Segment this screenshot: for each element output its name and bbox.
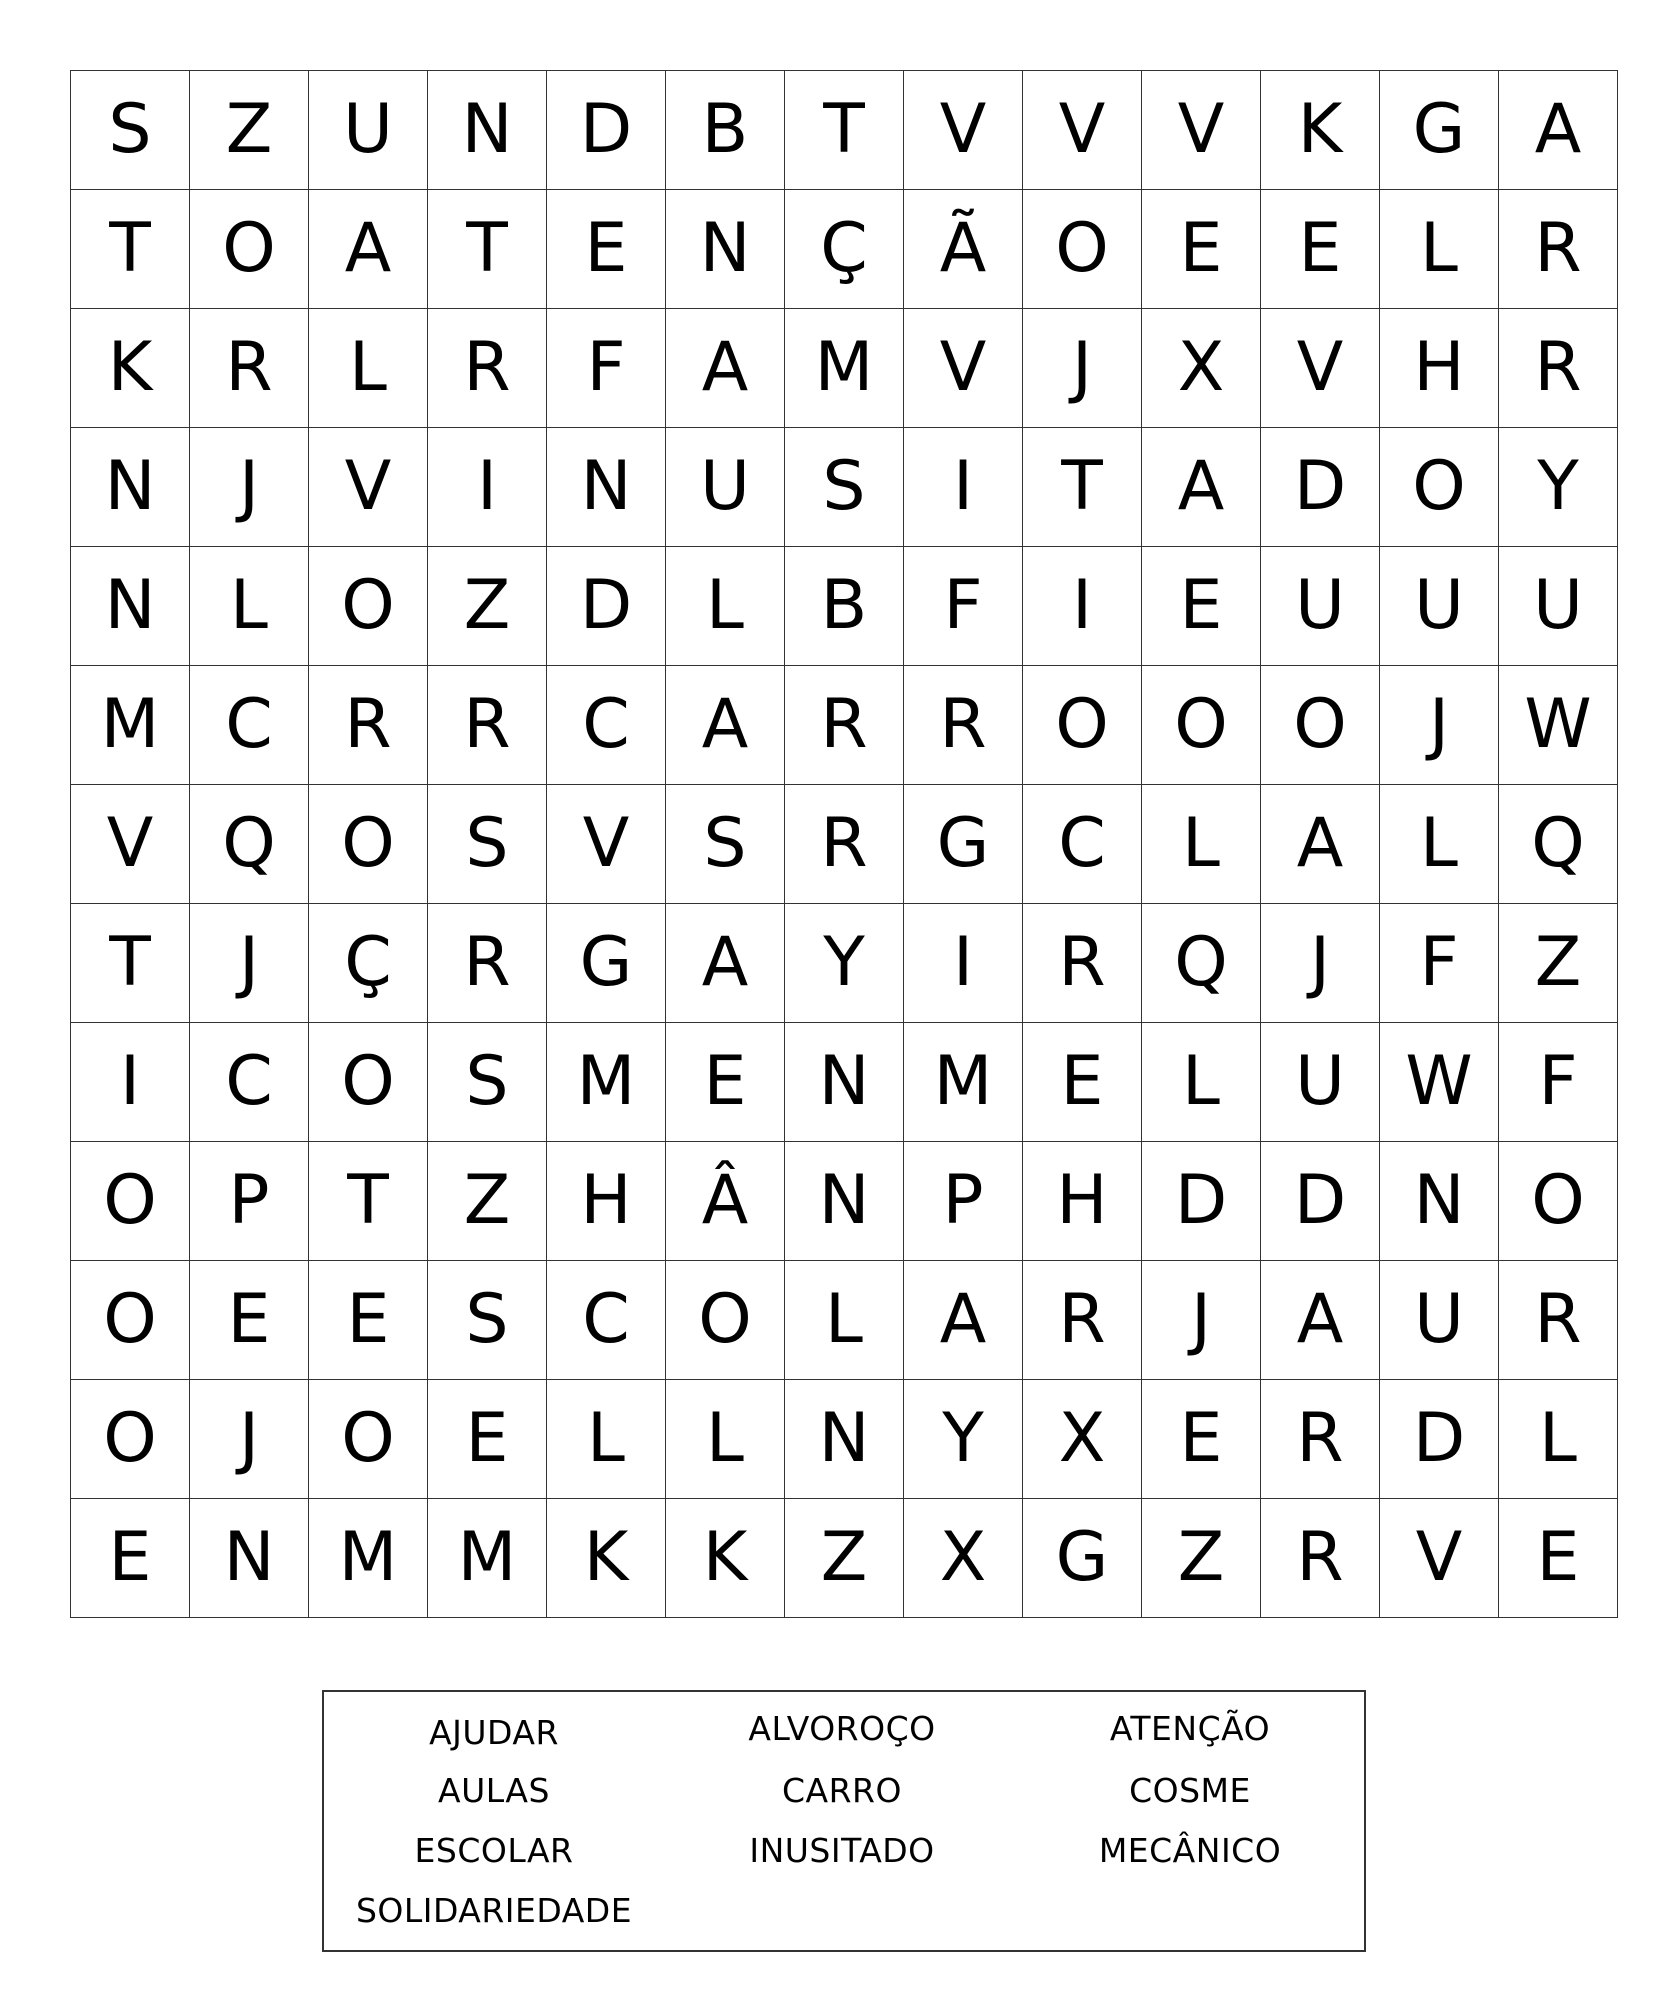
- grid-cell[interactable]: O: [1261, 666, 1380, 785]
- grid-cell[interactable]: U: [666, 428, 785, 547]
- grid-cell[interactable]: L: [785, 1261, 904, 1380]
- grid-cell[interactable]: J: [1142, 1261, 1261, 1380]
- grid-cell[interactable]: R: [428, 666, 547, 785]
- grid-cell[interactable]: F: [904, 547, 1023, 666]
- grid-cell[interactable]: L: [666, 1380, 785, 1499]
- grid-cell[interactable]: W: [1499, 666, 1618, 785]
- grid-cell[interactable]: V: [904, 309, 1023, 428]
- grid-cell[interactable]: C: [547, 666, 666, 785]
- grid-cell[interactable]: E: [428, 1380, 547, 1499]
- grid-cell[interactable]: R: [1499, 190, 1618, 309]
- grid-cell[interactable]: U: [1380, 547, 1499, 666]
- grid-cell[interactable]: J: [1023, 309, 1142, 428]
- grid-cell[interactable]: R: [1261, 1380, 1380, 1499]
- grid-cell[interactable]: G: [547, 904, 666, 1023]
- grid-cell[interactable]: W: [1380, 1023, 1499, 1142]
- grid-cell[interactable]: T: [428, 190, 547, 309]
- grid-cell[interactable]: T: [71, 190, 190, 309]
- grid-cell[interactable]: L: [666, 547, 785, 666]
- grid-cell[interactable]: A: [1499, 71, 1618, 190]
- grid-cell[interactable]: S: [428, 785, 547, 904]
- grid-cell[interactable]: O: [71, 1261, 190, 1380]
- grid-cell[interactable]: E: [71, 1499, 190, 1618]
- word-list-box: [322, 1690, 1366, 1952]
- grid-cell[interactable]: L: [547, 1380, 666, 1499]
- grid-cell[interactable]: V: [1380, 1499, 1499, 1618]
- word-list-item: ESCOLAR: [414, 1831, 574, 1870]
- grid-cell[interactable]: M: [71, 666, 190, 785]
- grid-cell[interactable]: C: [190, 1023, 309, 1142]
- grid-cell[interactable]: D: [547, 547, 666, 666]
- grid-cell[interactable]: N: [785, 1023, 904, 1142]
- grid-cell[interactable]: E: [1499, 1499, 1618, 1618]
- grid-cell[interactable]: Z: [190, 71, 309, 190]
- grid-cell[interactable]: T: [309, 1142, 428, 1261]
- grid-cell[interactable]: K: [71, 309, 190, 428]
- word-list-item: AJUDAR: [429, 1713, 559, 1752]
- grid-cell[interactable]: R: [428, 904, 547, 1023]
- grid-cell[interactable]: L: [1380, 785, 1499, 904]
- word-list-item: SOLIDARIEDADE: [355, 1891, 633, 1930]
- grid-cell[interactable]: M: [428, 1499, 547, 1618]
- grid-cell[interactable]: P: [190, 1142, 309, 1261]
- grid-cell[interactable]: J: [190, 1380, 309, 1499]
- grid-cell[interactable]: O: [1023, 190, 1142, 309]
- grid-cell[interactable]: V: [71, 785, 190, 904]
- grid-cell[interactable]: D: [1142, 1142, 1261, 1261]
- grid-cell[interactable]: Z: [428, 547, 547, 666]
- grid-cell[interactable]: N: [190, 1499, 309, 1618]
- grid-cell[interactable]: E: [190, 1261, 309, 1380]
- grid-cell[interactable]: E: [1142, 1380, 1261, 1499]
- grid-cell[interactable]: K: [1261, 71, 1380, 190]
- grid-cell[interactable]: Â: [666, 1142, 785, 1261]
- grid-cell[interactable]: Z: [1499, 904, 1618, 1023]
- grid-cell[interactable]: R: [904, 666, 1023, 785]
- grid-cell[interactable]: E: [547, 190, 666, 309]
- grid-cell[interactable]: V: [309, 428, 428, 547]
- grid-cell[interactable]: Q: [190, 785, 309, 904]
- grid-cell[interactable]: M: [309, 1499, 428, 1618]
- grid-cell[interactable]: X: [1023, 1380, 1142, 1499]
- grid-cell[interactable]: D: [1261, 1142, 1380, 1261]
- grid-cell[interactable]: O: [666, 1261, 785, 1380]
- grid-cell[interactable]: I: [904, 904, 1023, 1023]
- grid-cell[interactable]: Y: [785, 904, 904, 1023]
- word-list-item: AULAS: [438, 1771, 550, 1810]
- grid-cell[interactable]: C: [547, 1261, 666, 1380]
- grid-cell[interactable]: I: [1023, 547, 1142, 666]
- grid-cell[interactable]: Q: [1142, 904, 1261, 1023]
- grid-cell[interactable]: X: [904, 1499, 1023, 1618]
- grid-cell[interactable]: V: [1142, 71, 1261, 190]
- grid-cell[interactable]: A: [309, 190, 428, 309]
- grid-cell[interactable]: S: [428, 1023, 547, 1142]
- grid-cell[interactable]: I: [904, 428, 1023, 547]
- grid-cell[interactable]: O: [1023, 666, 1142, 785]
- grid-cell[interactable]: U: [1261, 1023, 1380, 1142]
- grid-cell[interactable]: K: [666, 1499, 785, 1618]
- word-list-item: ALVOROÇO: [748, 1709, 936, 1748]
- grid-cell[interactable]: T: [1023, 428, 1142, 547]
- grid-cell[interactable]: T: [785, 71, 904, 190]
- grid-cell[interactable]: L: [1499, 1380, 1618, 1499]
- grid-cell[interactable]: M: [785, 309, 904, 428]
- grid-cell[interactable]: Y: [904, 1380, 1023, 1499]
- grid-cell[interactable]: P: [904, 1142, 1023, 1261]
- grid-cell[interactable]: O: [71, 1142, 190, 1261]
- grid-cell[interactable]: H: [1023, 1142, 1142, 1261]
- grid-cell[interactable]: N: [71, 547, 190, 666]
- grid-cell[interactable]: U: [1261, 547, 1380, 666]
- grid-cell[interactable]: F: [1499, 1023, 1618, 1142]
- grid-cell[interactable]: Z: [785, 1499, 904, 1618]
- grid-cell[interactable]: A: [666, 904, 785, 1023]
- grid-cell[interactable]: A: [1261, 785, 1380, 904]
- grid-cell[interactable]: B: [785, 547, 904, 666]
- grid-cell[interactable]: O: [309, 1023, 428, 1142]
- grid-cell[interactable]: R: [428, 309, 547, 428]
- grid-cell[interactable]: E: [1023, 1023, 1142, 1142]
- grid-cell[interactable]: D: [1261, 428, 1380, 547]
- grid-cell[interactable]: R: [190, 309, 309, 428]
- letter-grid: [70, 70, 1618, 1618]
- grid-cell[interactable]: Ã: [904, 190, 1023, 309]
- grid-cell[interactable]: O: [1142, 666, 1261, 785]
- grid-cell[interactable]: O: [309, 785, 428, 904]
- grid-cell[interactable]: R: [785, 666, 904, 785]
- grid-cell[interactable]: J: [190, 904, 309, 1023]
- grid-cell[interactable]: F: [1380, 904, 1499, 1023]
- grid-cell[interactable]: A: [666, 666, 785, 785]
- grid-cell[interactable]: V: [904, 71, 1023, 190]
- grid-cell[interactable]: O: [71, 1380, 190, 1499]
- grid-cell[interactable]: A: [1142, 428, 1261, 547]
- grid-cell[interactable]: X: [1142, 309, 1261, 428]
- grid-cell[interactable]: G: [1380, 71, 1499, 190]
- grid-cell[interactable]: V: [1023, 71, 1142, 190]
- grid-cell[interactable]: E: [309, 1261, 428, 1380]
- grid-cell[interactable]: N: [785, 1380, 904, 1499]
- grid-cell[interactable]: N: [1380, 1142, 1499, 1261]
- grid-cell[interactable]: L: [1380, 190, 1499, 309]
- grid-cell[interactable]: S: [785, 428, 904, 547]
- grid-cell[interactable]: R: [1023, 1261, 1142, 1380]
- grid-cell[interactable]: E: [1142, 190, 1261, 309]
- grid-cell[interactable]: R: [1261, 1499, 1380, 1618]
- grid-cell[interactable]: D: [1380, 1380, 1499, 1499]
- grid-cell[interactable]: S: [428, 1261, 547, 1380]
- grid-cell[interactable]: I: [428, 428, 547, 547]
- grid-cell[interactable]: C: [1023, 785, 1142, 904]
- grid-cell[interactable]: R: [309, 666, 428, 785]
- grid-cell[interactable]: Ç: [785, 190, 904, 309]
- grid-cell[interactable]: R: [1499, 309, 1618, 428]
- grid-cell[interactable]: A: [904, 1261, 1023, 1380]
- grid-cell[interactable]: L: [1142, 785, 1261, 904]
- grid-cell[interactable]: R: [1023, 904, 1142, 1023]
- grid-cell[interactable]: R: [785, 785, 904, 904]
- grid-cell[interactable]: K: [547, 1499, 666, 1618]
- grid-cell[interactable]: N: [71, 428, 190, 547]
- word-list-item: COSME: [1129, 1771, 1251, 1810]
- grid-cell[interactable]: A: [666, 309, 785, 428]
- grid-cell[interactable]: J: [1380, 666, 1499, 785]
- grid-cell[interactable]: I: [71, 1023, 190, 1142]
- grid-cell[interactable]: O: [190, 190, 309, 309]
- grid-cell[interactable]: S: [71, 71, 190, 190]
- grid-cell[interactable]: G: [904, 785, 1023, 904]
- grid-cell[interactable]: J: [190, 428, 309, 547]
- grid-cell[interactable]: F: [547, 309, 666, 428]
- word-list-item: MECÂNICO: [1098, 1831, 1282, 1870]
- grid-cell[interactable]: H: [1380, 309, 1499, 428]
- grid-cell[interactable]: A: [1261, 1261, 1380, 1380]
- grid-cell[interactable]: O: [1380, 428, 1499, 547]
- grid-cell[interactable]: T: [71, 904, 190, 1023]
- grid-cell[interactable]: L: [309, 309, 428, 428]
- grid-cell[interactable]: Q: [1499, 785, 1618, 904]
- word-list-item: CARRO: [782, 1771, 902, 1810]
- grid-cell[interactable]: N: [785, 1142, 904, 1261]
- grid-cell[interactable]: E: [1261, 190, 1380, 309]
- word-list-item: INUSITADO: [749, 1831, 935, 1870]
- grid-cell[interactable]: G: [1023, 1499, 1142, 1618]
- grid-cell[interactable]: Z: [428, 1142, 547, 1261]
- grid-cell[interactable]: N: [666, 190, 785, 309]
- grid-cell[interactable]: E: [1142, 547, 1261, 666]
- grid-cell[interactable]: U: [1499, 547, 1618, 666]
- grid-cell[interactable]: M: [904, 1023, 1023, 1142]
- grid-cell[interactable]: S: [666, 785, 785, 904]
- grid-cell[interactable]: J: [1261, 904, 1380, 1023]
- grid-cell[interactable]: H: [547, 1142, 666, 1261]
- grid-cell[interactable]: N: [547, 428, 666, 547]
- grid-cell[interactable]: C: [190, 666, 309, 785]
- grid-cell[interactable]: R: [1499, 1261, 1618, 1380]
- grid-cell[interactable]: O: [309, 547, 428, 666]
- grid-cell[interactable]: U: [309, 71, 428, 190]
- grid-cell[interactable]: Z: [1142, 1499, 1261, 1618]
- grid-cell[interactable]: M: [547, 1023, 666, 1142]
- grid-cell[interactable]: Y: [1499, 428, 1618, 547]
- grid-cell[interactable]: E: [666, 1023, 785, 1142]
- grid-cell[interactable]: L: [1142, 1023, 1261, 1142]
- grid-cell[interactable]: O: [309, 1380, 428, 1499]
- grid-cell[interactable]: D: [547, 71, 666, 190]
- word-list-item: ATENÇÃO: [1109, 1709, 1271, 1748]
- grid-cell[interactable]: V: [1261, 309, 1380, 428]
- grid-cell[interactable]: Ç: [309, 904, 428, 1023]
- grid-cell[interactable]: O: [1499, 1142, 1618, 1261]
- grid-cell[interactable]: L: [190, 547, 309, 666]
- grid-cell[interactable]: B: [666, 71, 785, 190]
- grid-cell[interactable]: N: [428, 71, 547, 190]
- grid-cell[interactable]: V: [547, 785, 666, 904]
- grid-cell[interactable]: U: [1380, 1261, 1499, 1380]
